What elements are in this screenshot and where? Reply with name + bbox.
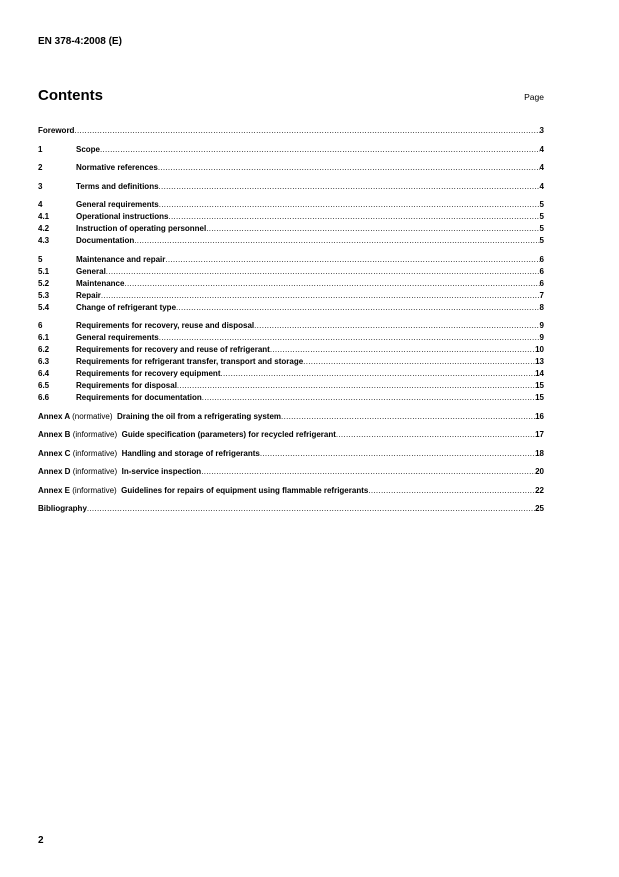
section-number: 5.1: [38, 266, 50, 276]
section-title: Normative references: [76, 163, 158, 172]
toc-bibliography-entry[interactable]: [38, 503, 544, 515]
section-number: 6.1: [38, 333, 50, 342]
toc-entry[interactable]: [38, 290, 544, 302]
annex-heading: [38, 448, 260, 460]
page-ref: 5: [539, 200, 544, 209]
dot-leader: [220, 368, 535, 380]
dot-leader: [303, 356, 535, 368]
section-title: Foreword: [38, 126, 75, 135]
section-number: 6.5: [38, 381, 50, 390]
section-title: Maintenance: [76, 278, 125, 288]
dot-leader: [177, 380, 535, 392]
dot-leader: [281, 411, 535, 423]
toc-annex-entry[interactable]: [38, 429, 544, 441]
page-ref: 15: [535, 393, 544, 402]
dot-leader: [101, 290, 540, 302]
page-ref: 22: [535, 485, 544, 495]
dot-leader: [159, 332, 540, 344]
dot-leader: [336, 429, 535, 441]
page-number: 2: [38, 835, 44, 846]
dot-leader: [158, 162, 540, 174]
dot-leader: [134, 235, 539, 247]
annex-heading: [38, 485, 368, 497]
section-number: 5: [38, 254, 43, 264]
dot-leader: [159, 181, 540, 193]
annex-label: Annex B: [38, 430, 71, 439]
section-number: 6.3: [38, 357, 50, 366]
section-number: 6: [38, 321, 43, 330]
page-ref: 8: [539, 302, 544, 312]
page-ref: 20: [535, 467, 544, 476]
toc-entry[interactable]: [38, 254, 544, 266]
annex-label: Annex E: [38, 485, 71, 495]
section-number: 5.3: [38, 290, 50, 300]
section-number: 4.3: [38, 236, 50, 245]
toc-entry[interactable]: [38, 235, 544, 247]
page-ref: 3: [539, 126, 544, 135]
page-ref: 5: [539, 224, 544, 233]
section-number: 4.1: [38, 212, 50, 221]
dot-leader: [100, 144, 540, 156]
annex-heading: [38, 411, 281, 423]
annex-type: (informative): [72, 485, 117, 495]
section-title: Requirements for recovery, reuse and disposal: [76, 321, 255, 330]
section-title: General requirements: [76, 333, 159, 342]
section-number: 6.6: [38, 393, 50, 402]
toc-entry[interactable]: [38, 368, 544, 380]
dot-leader: [74, 125, 539, 137]
page-ref: 5: [539, 212, 544, 221]
section-title: Change of refrigerant type: [76, 302, 177, 312]
page-ref: 4: [539, 181, 544, 191]
toc-entry[interactable]: [38, 320, 544, 332]
page-ref: 7: [539, 290, 544, 300]
toc-entry[interactable]: [38, 125, 544, 137]
page-ref: 16: [535, 411, 544, 421]
toc-entry[interactable]: [38, 144, 544, 156]
toc-entry[interactable]: [38, 356, 544, 368]
section-title: General requirements: [76, 200, 159, 209]
page-ref: 6: [539, 254, 544, 264]
page-ref: 6: [539, 278, 544, 288]
toc-annex-entry[interactable]: [38, 485, 544, 497]
annex-type: (informative): [72, 430, 118, 439]
toc-entry[interactable]: [38, 344, 544, 356]
dot-leader: [176, 302, 540, 314]
page-ref: 10: [535, 345, 544, 354]
annex-label: Annex C: [38, 448, 71, 458]
toc-entry[interactable]: [38, 392, 544, 404]
section-title: General: [76, 266, 106, 276]
annex-type: (informative): [72, 467, 118, 476]
section-title: Instruction of operating personnel: [76, 224, 207, 233]
toc-entry[interactable]: [38, 181, 544, 193]
annex-type: (informative): [72, 448, 118, 458]
annex-title: Handling and storage of refrigerants: [121, 448, 260, 458]
dot-leader: [202, 392, 535, 404]
page-ref: 9: [539, 321, 544, 330]
dot-leader: [206, 223, 539, 235]
section-number: 6.2: [38, 345, 50, 354]
section-number: 2: [38, 163, 43, 172]
page-column-label: Page: [524, 92, 544, 102]
dot-leader: [201, 466, 535, 478]
annex-title: In-service inspection: [121, 467, 202, 476]
dot-leader: [260, 448, 535, 460]
page-ref: 4: [539, 163, 544, 172]
page-ref: 5: [539, 236, 544, 245]
section-number: 1: [38, 144, 43, 154]
toc-entry[interactable]: [38, 278, 544, 290]
dot-leader: [368, 485, 535, 497]
page-title: Contents: [38, 87, 103, 104]
section-number: 3: [38, 181, 43, 191]
section-number: 5.2: [38, 278, 50, 288]
toc-entry[interactable]: [38, 380, 544, 392]
document-header: EN 378-4:2008 (E): [38, 36, 122, 47]
annex-title: Draining the oil from a refrigerating system: [117, 411, 282, 421]
dot-leader: [254, 320, 539, 332]
section-number: 5.4: [38, 302, 50, 312]
section-title: Terms and definitions: [76, 181, 159, 191]
dot-leader: [87, 503, 535, 515]
toc-entry[interactable]: [38, 162, 544, 174]
annex-heading: [38, 429, 336, 441]
page-ref: 4: [539, 144, 544, 154]
toc-entry[interactable]: [38, 199, 544, 211]
toc-entry[interactable]: [38, 266, 544, 278]
toc-annex-entry[interactable]: [38, 466, 544, 478]
annex-heading: [38, 466, 201, 478]
page-ref: 13: [535, 357, 544, 366]
toc-entry[interactable]: [38, 223, 544, 235]
table-of-contents: [38, 125, 544, 515]
section-title: Repair: [76, 290, 101, 300]
section-title: Requirements for documentation: [76, 393, 202, 402]
dot-leader: [159, 199, 540, 211]
annex-label: Annex D: [38, 467, 71, 476]
section-title: Scope: [76, 144, 101, 154]
section-title: Requirements for refrigerant transfer, transport and storage: [76, 357, 304, 366]
section-title: Requirements for recovery and reuse of refrigerant: [76, 345, 270, 354]
toc-annex-entry[interactable]: [38, 411, 544, 423]
annex-type: (normative): [72, 411, 113, 421]
annex-title: Guide specification (parameters) for recycled refrigerant: [121, 430, 336, 439]
dot-leader: [124, 278, 539, 290]
dot-leader: [270, 344, 535, 356]
page-ref: 17: [535, 430, 544, 439]
annex-title: Guidelines for repairs of equipment using flammable refrigerants: [121, 485, 369, 495]
page-ref: 18: [535, 448, 544, 458]
section-title: Operational instructions: [76, 212, 169, 221]
toc-entry[interactable]: [38, 211, 544, 223]
section-title: Bibliography: [38, 504, 87, 513]
section-title: Maintenance and repair: [76, 254, 166, 264]
page-ref: 25: [535, 504, 544, 513]
section-title: Requirements for recovery equipment: [76, 369, 221, 378]
section-title: Documentation: [76, 236, 135, 245]
dot-leader: [165, 254, 539, 266]
toc-entry[interactable]: [38, 302, 544, 314]
page-ref: 9: [539, 333, 544, 342]
section-title: Requirements for disposal: [76, 381, 177, 390]
section-number: 6.4: [38, 369, 50, 378]
annex-label: Annex A: [38, 411, 70, 421]
page-ref: 14: [535, 369, 544, 378]
toc-entry[interactable]: [38, 332, 544, 344]
dot-leader: [168, 211, 539, 223]
section-number: 4.2: [38, 224, 50, 233]
toc-annex-entry[interactable]: [38, 448, 544, 460]
page-ref: 15: [535, 381, 544, 390]
dot-leader: [106, 266, 540, 278]
page-ref: 6: [539, 266, 544, 276]
section-number: 4: [38, 200, 43, 209]
